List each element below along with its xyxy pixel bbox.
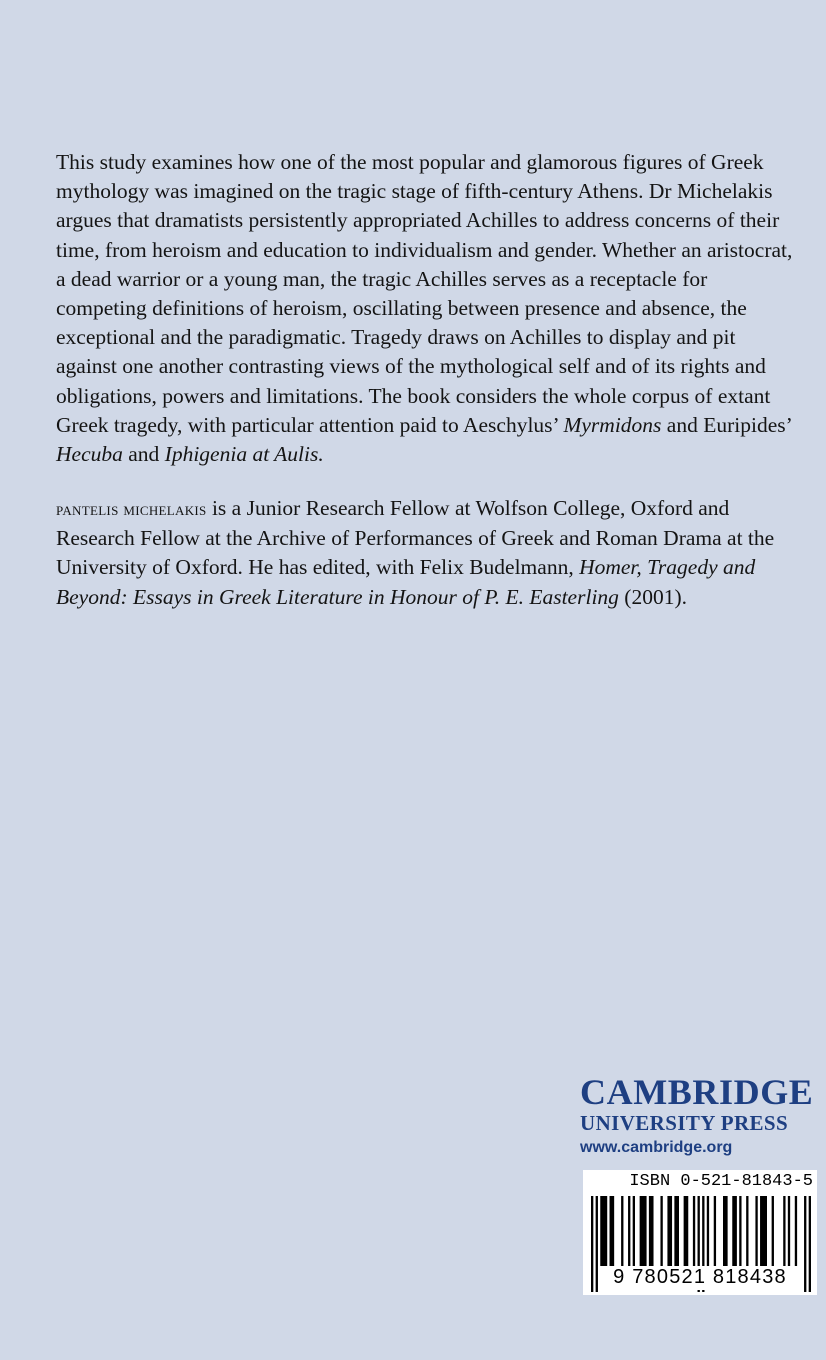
barcode-bar-25 — [783, 1196, 785, 1266]
barcode-bar-7 — [640, 1196, 647, 1266]
barcode-bar-20 — [739, 1196, 741, 1266]
barcode-bar-6 — [633, 1196, 635, 1266]
barcode-bar-2 — [600, 1196, 607, 1266]
barcode-bar-17 — [714, 1196, 716, 1266]
barcode-bar-9 — [660, 1196, 662, 1266]
description-text-1: This study examines how one of the most popular and glamorous figures of Greek mythology was imagined on the tragic stage of fifth-century Athens. Dr Michelakis argues that dramatists persistently appropriated Achilles to address concerns of their time, from heroism and education to individualism and gender. Whether an aristocrat, a dead warrior or a young man, the tragic Achilles serves as a receptacle for competing definitions of heroism, oscillating between presence and absence, the exceptional and the paradigmatic. Tragedy draws on Achilles to display and pit against one another contrasting views of the mythological self and of its rights and obligations, powers and limitations. The book considers the whole corpus of extant Greek tragedy, with particular attention paid to Aeschylus’ — [56, 150, 793, 437]
publisher-name: CAMBRIDGE — [580, 1072, 814, 1112]
description-paragraph — [56, 148, 796, 469]
barcode-bar-4 — [621, 1196, 623, 1266]
title-hecuba: Hecuba — [56, 442, 123, 467]
author-bio-text-2: (2001). — [618, 584, 687, 609]
barcode-bar-23 — [760, 1196, 767, 1266]
barcode-bar-26 — [788, 1196, 790, 1266]
barcode-bar-16 — [707, 1196, 709, 1266]
barcode-bar-8 — [649, 1196, 654, 1266]
barcode-bar-5 — [628, 1196, 630, 1266]
barcode-bar-24 — [772, 1196, 774, 1266]
barcode-bar-21 — [746, 1196, 748, 1266]
barcode-bar-22 — [755, 1196, 757, 1266]
description-text-2: and Euripides’ — [661, 412, 792, 437]
publisher-url: www.cambridge.org — [580, 1139, 733, 1156]
publisher-logo — [580, 1074, 824, 1158]
barcode-bar-18 — [723, 1196, 728, 1266]
author-bio-text-1: is a Junior Research Fellow at Wolfson College, Oxford and Research Fellow at the Archive of Performances of Greek and Roman Drama at the University of Oxford. He has edited, with Felix Budelmann, — [56, 496, 775, 580]
author-name: pantelis michelakis — [56, 499, 207, 519]
title-myrmidons: Myrmidons — [563, 412, 662, 437]
publisher-subtitle: UNIVERSITY PRESS — [580, 1111, 789, 1135]
edited-book-title: Homer, Tragedy and Beyond: Essays in Greek Literature in Honour of P. E. Easterling — [56, 555, 756, 609]
author-bio-paragraph — [56, 494, 796, 612]
book-description — [56, 148, 796, 469]
author-bio — [56, 494, 796, 612]
isbn-barcode — [583, 1170, 817, 1295]
description-text-3: and — [122, 442, 165, 467]
isbn-label: ISBN 0-521-81843-5 — [629, 1172, 813, 1191]
ean-digits: 9 780521 818438 — [613, 1266, 787, 1288]
barcode-bar-27 — [795, 1196, 797, 1266]
barcode-bar-10 — [667, 1196, 672, 1266]
barcode-bar-11 — [674, 1196, 679, 1266]
barcode-bar-19 — [732, 1196, 737, 1266]
barcode-bar-3 — [610, 1196, 615, 1266]
barcode-bar-12 — [684, 1196, 689, 1266]
barcode-bar-13 — [693, 1196, 695, 1266]
title-iphigenia: Iphigenia at Aulis. — [164, 442, 324, 467]
